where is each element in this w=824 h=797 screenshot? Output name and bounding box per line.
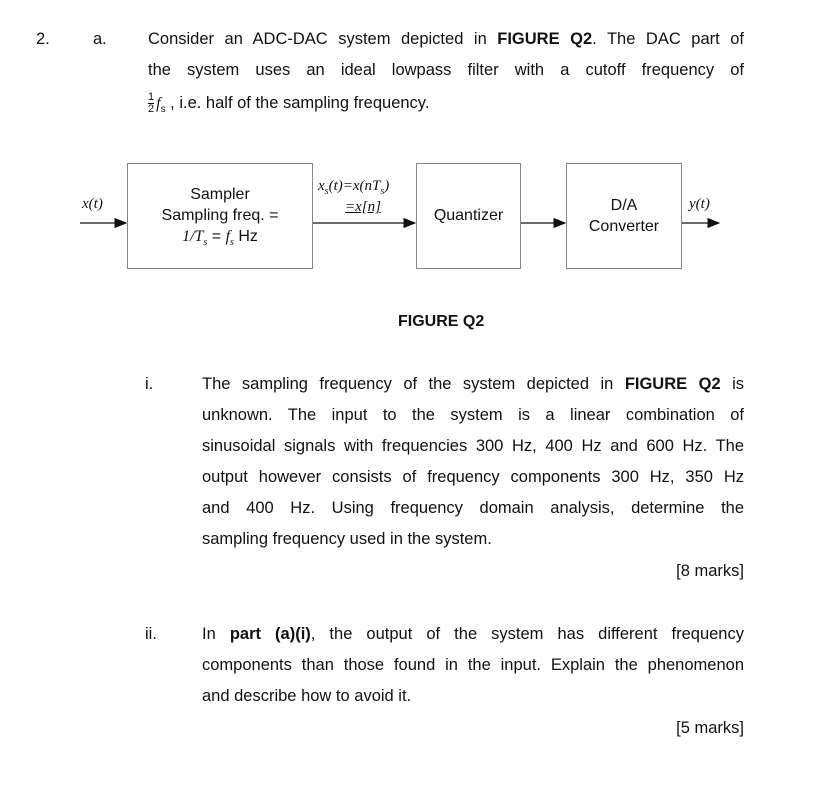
subquestion-i-marks: [8 marks]	[676, 562, 744, 580]
sampling-frequency-symbol: $f_s$	[156, 95, 166, 116]
subquestion-ii-number: ii.	[145, 625, 157, 643]
intro-text: . The DAC part of	[592, 30, 744, 48]
figure-caption: FIGURE Q2	[398, 313, 485, 330]
half-fraction	[148, 92, 154, 115]
subquestion-i-line-4: output however consists of frequency components 300 Hz, 350 Hz	[202, 468, 744, 486]
sampled-signal-label: $x_s(t)=x(nT_s)$	[318, 178, 390, 197]
part-reference: part (a)(i)	[229, 625, 311, 643]
input-signal-label: x(t)	[82, 196, 103, 212]
block-diagram-arrows	[0, 150, 824, 280]
subquestion-i-line-3: sinusoidal signals with frequencies 300 Hz, 400 Hz and 600 Hz. The	[202, 437, 744, 455]
question-number: 2.	[36, 30, 50, 48]
sampler-freq-label: Sampling freq. =	[161, 207, 279, 224]
discrete-signal-label: =x[n]	[345, 199, 381, 215]
subquestion-i-line-5: and 400 Hz. Using frequency domain analysis, determine the	[202, 499, 744, 517]
fraction-numerator: 1	[148, 91, 155, 104]
figure-reference: FIGURE Q2	[624, 375, 721, 393]
sampler-freq-formula: $1/T_s = f_s$ Hz	[182, 228, 258, 249]
figure-reference: FIGURE Q2	[497, 30, 593, 48]
part-label: a.	[93, 30, 107, 48]
intro-line-1	[148, 24, 744, 55]
subquestion-i-line-6: sampling frequency used in the system.	[202, 530, 492, 548]
quantizer-label: Quantizer	[433, 207, 504, 224]
subquestion-i-line-2: unknown. The input to the system is a linear combination of	[202, 406, 744, 424]
intro-text: , i.e. half of the sampling frequency.	[165, 94, 430, 112]
subquestion-ii-line-2: components than those found in the input. Explain the phenomenon	[202, 656, 744, 674]
intro-line-3	[148, 88, 429, 125]
fraction-denominator: 2	[148, 103, 155, 116]
intro-line-2: the system uses an ideal lowpass filter with a cutoff frequency of	[148, 61, 744, 79]
subquestion-ii-line-1: In part (a)(i), the output of the system has different frequency	[202, 625, 744, 643]
subquestion-ii-marks: [5 marks]	[676, 719, 744, 737]
sampler-title: Sampler	[190, 186, 250, 203]
dac-label-line1: D/A	[610, 197, 638, 214]
subquestion-i-line-1: The sampling frequency of the system depicted in FIGURE Q2 is	[202, 375, 745, 393]
subquestion-ii-line-3: and describe how to avoid it.	[202, 687, 412, 705]
dac-label-line2: Converter	[588, 218, 660, 235]
output-signal-label: y(t)	[689, 196, 710, 212]
subquestion-i-number: i.	[145, 375, 154, 393]
intro-text: Consider an ADC-DAC system depicted in	[148, 30, 498, 48]
